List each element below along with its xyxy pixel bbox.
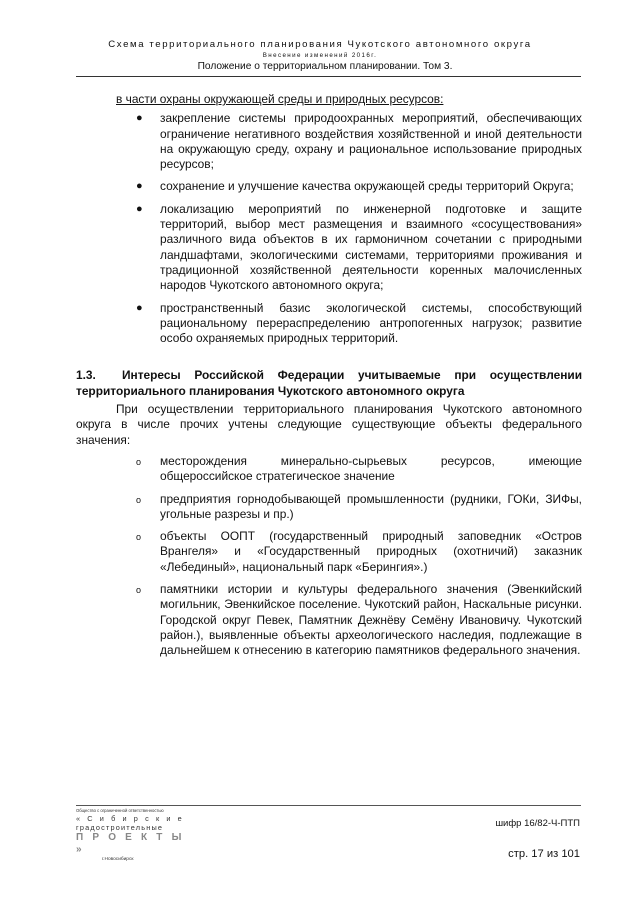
list-item-text: памятники истории и культуры федерального значения (Эвенкийский могильник, Эвенкийское поселение. Чукотский район, Наскальные рисунки. Городской округ Певек, Памятник Дежнёву Семёну Ивановичу. Чукотский район.), выявленные объекты археологического наследия, подлежащие в дальнейшем к отнесению в категорию памятников федерального значения.: [160, 582, 582, 658]
list-item-text: месторождения минерально-сырьевых ресурсов, имеющие общероссийское стратегическое значение: [160, 453, 582, 484]
list-item-text: локализацию мероприятий по инженерной подготовке и защите территорий, выбор мест размещения и взаимного «сосуществования» различного вида объектов в их гармоничном сочетании с природными ландшафтами, экологическими системами, территориями проживания и традиционной хозяйственной деятельности коренных малочисленных народов Чукотского автономного округа;: [160, 201, 582, 293]
page-header: [0, 38, 640, 73]
footer-divider: [76, 805, 581, 806]
page-content: [76, 92, 582, 666]
list-item-text: сохранение и улучшение качества окружающей среды территорий Округа;: [160, 179, 574, 194]
intro-line: в части охраны окружающей среды и природных ресурсов:: [116, 92, 444, 106]
document-cipher: шифр 16/82-Ч-ПТП: [495, 818, 580, 829]
list-item-text: объекты ООПТ (государственный природный заповедник «Остров Врангеля» и «Государственный природных (охотничий) заказник «Лебединый», национальный парк «Берингия».): [160, 529, 582, 574]
list-item: [76, 301, 582, 347]
section-paragraph: При осуществлении территориального планирования Чукотского автономного округа в числе прочих учтены следующие существующие объекты федерального значения:: [76, 402, 582, 447]
list-item-text: предприятия горнодобывающей промышленности (рудники, ГОКи, ЗИФы, угольные разрезы и пр.): [160, 491, 582, 521]
circle-list: [76, 454, 582, 659]
bullet-list: [76, 111, 582, 346]
bullet-icon: ●: [136, 180, 143, 193]
header-divider: [76, 76, 581, 77]
list-item: [76, 202, 582, 294]
logo-city: г.Новосибирск: [102, 857, 134, 862]
document-title: Схема территориального планирования Чукотского автономного округа: [108, 39, 532, 50]
section-number: 1.3.: [76, 368, 96, 383]
logo-company-type: Общество с ограниченной ответственностью: [76, 808, 164, 813]
bullet-icon: ●: [136, 202, 143, 215]
list-item-text: пространственный базис экологической системы, способствующий рациональному перераспределению антропогенных нагрузок; развитие особо охраняемых природных территорий.: [160, 300, 582, 346]
logo-line-projects: П Р О Е К Т Ы »: [76, 832, 185, 855]
list-item: [76, 582, 582, 658]
circle-bullet-icon: o: [136, 494, 142, 505]
list-item: [76, 111, 582, 172]
company-logo: [76, 808, 196, 863]
section-heading: [76, 368, 582, 399]
circle-bullet-icon: o: [136, 456, 142, 467]
circle-bullet-icon: o: [136, 585, 142, 596]
logo-line-urban: градостроительные: [76, 823, 164, 832]
section-title-text: Интересы Российской Федерации учитываемые при осуществлении территориального планирования Чукотского автономного округа: [76, 368, 582, 398]
revision-note: Внесение изменений 2016г.: [262, 52, 378, 59]
page-number: стр. 17 из 101: [508, 848, 580, 860]
list-item-text: закрепление системы природоохранных мероприятий, обеспечивающих ограничение негативного воздействия хозяйственной и иной деятельности на окружающую среду, охрану и рациональное использование природных ресурсов;: [160, 111, 582, 172]
list-item: [76, 529, 582, 575]
bullet-icon: ●: [136, 301, 143, 314]
list-item: [76, 492, 582, 523]
volume-title: Положение о территориальном планировании. Том 3.: [197, 61, 453, 72]
list-item: [76, 454, 582, 485]
circle-bullet-icon: o: [136, 532, 142, 543]
list-item: [76, 179, 582, 194]
bullet-icon: ●: [136, 112, 143, 125]
logo-line-siberian: « С и б и р с к и е: [76, 814, 185, 823]
